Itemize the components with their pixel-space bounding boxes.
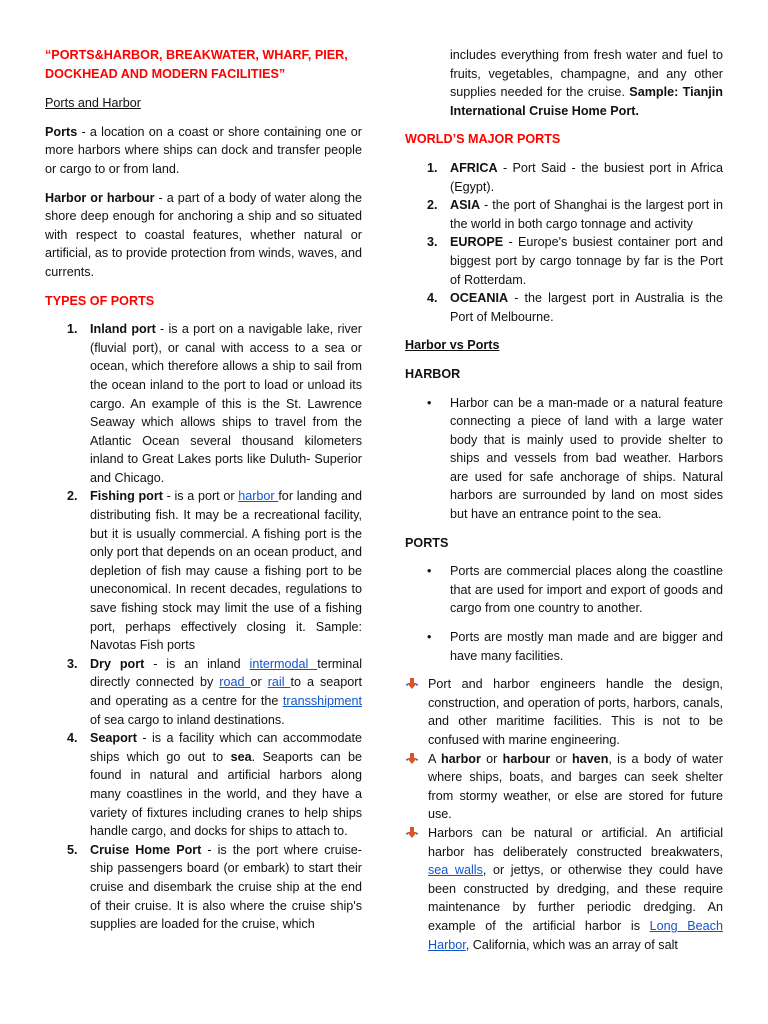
harbor-definition xyxy=(45,189,362,282)
item-text: , is a body of water where ships, boats, and barges can seek shelter from stormy weather, or else are stored for future use. xyxy=(428,751,723,822)
list-item xyxy=(405,675,723,749)
cruise-sample: Sample: Tianjin International Cruise Home Port. xyxy=(450,85,723,118)
harbor-vs-ports-heading: Harbor vs Ports xyxy=(405,338,500,353)
harbor-definition-text: - a part of a body of water along the shore deep enough for anchoring a ship and so situated with respect to coastal features, whether natural or artificial, as to provide protection from winds, waves, and currents. xyxy=(45,190,362,279)
bullet-icon: • xyxy=(427,564,432,579)
harbor-bold: harbor xyxy=(440,751,481,766)
item-text: Harbor can be a man-made or a natural feature connecting a piece of land with a large water body that is mainly used to provide shelter to ships and vessels from bad weather. Harbors are used for safe anchorage of ships. Natural harbors are surrounded by land on most sides but have an entrance point to the sea. xyxy=(450,395,723,522)
left-column xyxy=(45,0,362,934)
sea-walls-link[interactable]: sea walls xyxy=(428,863,483,878)
list-item xyxy=(45,320,362,487)
arrow-down-icon xyxy=(406,753,418,765)
transshipment-link[interactable]: transshipment xyxy=(282,694,362,708)
list-item xyxy=(405,750,723,824)
list-number: 4. xyxy=(67,731,78,746)
list-item xyxy=(45,655,362,729)
sea-bold: sea xyxy=(230,749,252,764)
item-text: - Europe's busiest container port and biggest port by cargo tonnage by far is the Port of Rotterdam. xyxy=(450,235,723,287)
list-item xyxy=(405,562,723,618)
item-text: - the largest port in Australia is the Port of Melbourne. xyxy=(450,291,723,324)
item-term: Cruise Home Port xyxy=(90,842,202,857)
item-term: Seaport xyxy=(90,731,137,746)
list-item xyxy=(45,729,362,841)
list-number: 2. xyxy=(67,489,78,504)
types-of-ports-heading: TYPES OF PORTS xyxy=(45,293,155,308)
list-item xyxy=(405,824,723,954)
ports-list xyxy=(405,562,723,665)
item-term: OCEANIA xyxy=(450,291,509,306)
item-text: - is a facility which can accommodate ships which go out to xyxy=(90,731,362,764)
item-term: ASIA xyxy=(450,198,481,213)
list-item xyxy=(405,289,723,326)
notes-list xyxy=(405,675,723,954)
list-item xyxy=(405,394,723,524)
item-term: Inland port xyxy=(90,322,156,337)
item-term: EUROPE xyxy=(450,235,504,250)
harbour-bold: harbour xyxy=(502,751,551,766)
arrow-down-icon xyxy=(406,678,418,690)
item-text: Port and harbor engineers handle the design, construction, and operation of ports, harbors, canals, and other maritime facilities. This is not to be confused with marine engineering. xyxy=(428,677,723,747)
item-text: - is a port on a navigable lake, river (fluvial port), or canal with access to a sea or ocean, which therefore allows a ship to sail from the ocean inland to the port to load or unload its cargo. An example of this is the St. Lawrence Seaway which allows ships to travel from the Atlantic Ocean several thousand kilometers inland to Great Lakes ports like Duluth- Superior and Chicago. xyxy=(90,322,362,485)
item-text: , California, which was an array of salt xyxy=(465,937,678,952)
ports-definition-text: - a location on a coast or shore containing one or more harbors where ships can dock and transfer people or cargo to or from land. xyxy=(45,124,362,176)
item-text: Ports are commercial places along the coastline that are used for import and export of goods and cargo from one country to another. xyxy=(450,564,723,616)
item-text: terminal directly connected by xyxy=(90,656,362,690)
list-number: 1. xyxy=(427,160,438,175)
ports-term: Ports xyxy=(45,124,78,139)
item-term: Fishing port xyxy=(90,489,163,504)
item-text: , or jettys, or otherwise they could have been constructed by dredging, and these require maintenance by further periodic dredging. An example of the artificial harbor is xyxy=(428,863,724,933)
item-text: to a seaport and operating as a centre for the xyxy=(90,675,362,708)
item-text: - is the port where cruise-ship passengers board (or embark) to start their cruise and disembark the cruise ship at the end of their cruise. It is also where the cruise ship's supplies are loaded for the cruise, which xyxy=(90,842,362,932)
harbor-link[interactable]: harbor xyxy=(238,489,279,504)
list-item xyxy=(45,841,362,934)
cruise-port-continuation xyxy=(405,46,723,120)
item-text: A xyxy=(428,751,441,766)
item-term: Dry port xyxy=(90,656,145,671)
list-number: 2. xyxy=(427,198,438,213)
list-item xyxy=(405,196,723,233)
document-title: “PORTS&HARBOR, BREAKWATER, WHARF, PIER, DOCKHEAD AND MODERN FACILITIES” xyxy=(45,48,348,81)
bullet-icon: • xyxy=(427,630,432,645)
list-item xyxy=(45,487,362,654)
list-number: 5. xyxy=(67,842,78,857)
item-text: or xyxy=(480,751,503,766)
item-text: Harbors can be natural or artificial. An artificial harbor has deliberately constructed breakwaters, xyxy=(428,825,723,859)
list-number: 3. xyxy=(427,235,438,250)
item-text: or xyxy=(250,675,268,690)
item-term: AFRICA xyxy=(450,160,498,175)
list-item xyxy=(405,628,723,665)
long-beach-harbor-link[interactable]: Long Beach Harbor xyxy=(428,918,723,952)
arrow-down-icon xyxy=(406,827,418,839)
item-text: . Seaports can be found in natural and artificial harbors along many coastlines in the world, and they have a variety of fixtures including cranes to help ships handle cargo, and docks for ships to attach to. xyxy=(90,749,362,839)
right-column xyxy=(405,0,723,954)
rail-link[interactable]: rail xyxy=(267,675,291,690)
harbor-list xyxy=(405,394,723,524)
item-text: - is a port or xyxy=(162,489,239,504)
item-text: - Port Said - the busiest port in Africa (Egypt). xyxy=(450,160,723,194)
types-of-ports-list xyxy=(45,320,362,934)
haven-bold: haven xyxy=(571,751,609,766)
harbor-heading: HARBOR xyxy=(405,366,461,381)
list-number: 3. xyxy=(67,656,78,671)
list-number: 4. xyxy=(427,291,438,306)
item-text: or xyxy=(550,751,572,766)
continuation-text: includes everything from fresh water and fuel to fruits, vegetables, champagne, and any other supplies needed for the cruise. xyxy=(450,48,723,100)
item-text: for landing and distributing fish. It may be a recreational facility, but it is usually commercial. A fishing port is the only port that depends on an ocean product, and depletion of fish may cause a fishing port to be uneconomical. In recent decades, regulations to save fishing stock may limit the use of a fishing port, perhaps effectively closing it. Sample: Navotas Fish ports xyxy=(90,489,362,653)
ports-definition xyxy=(45,123,362,179)
intermodal-link[interactable]: intermodal xyxy=(249,656,318,671)
ports-heading: PORTS xyxy=(405,535,449,550)
item-text: Ports are mostly man made and are bigger and have many facilities. xyxy=(450,630,723,663)
item-text: - is an inland xyxy=(144,656,250,671)
item-text: - the port of Shanghai is the largest port in the world in both cargo tonnage and activity xyxy=(450,198,723,231)
bullet-icon: • xyxy=(427,395,432,410)
ports-and-harbor-heading: Ports and Harbor xyxy=(45,96,141,111)
list-number: 1. xyxy=(67,322,78,337)
world-ports-list xyxy=(405,159,723,326)
worlds-major-ports-heading: WORLD’S MAJOR PORTS xyxy=(405,132,561,147)
list-item xyxy=(405,159,723,196)
harbor-term: Harbor or harbour xyxy=(45,190,155,205)
item-text: of sea cargo to inland destinations. xyxy=(90,712,285,727)
list-item xyxy=(405,233,723,289)
road-link[interactable]: road xyxy=(219,675,251,690)
